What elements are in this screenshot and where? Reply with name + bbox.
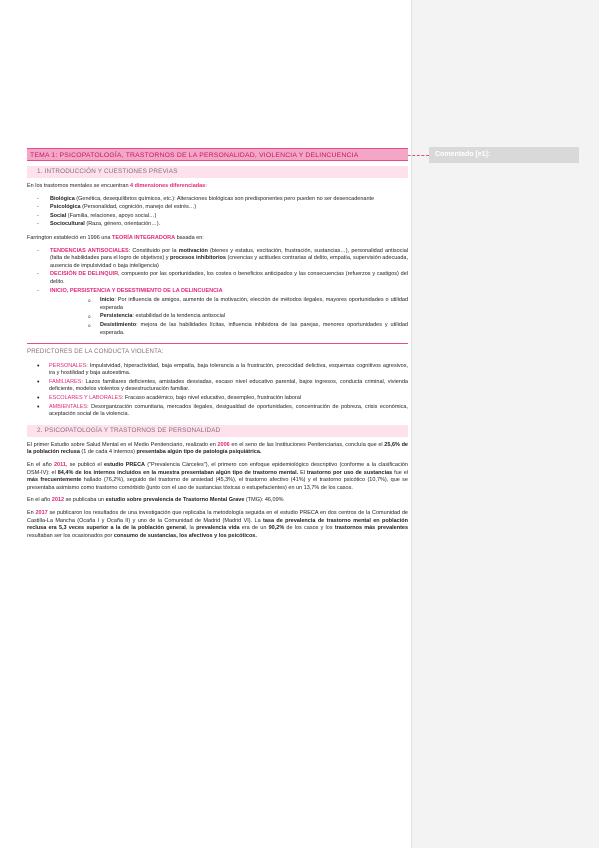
predictors-heading: PREDICTORES DE LA CONDUCTA VIOLENTA: — [27, 349, 164, 356]
predictors-list — [35, 363, 408, 419]
phases-list — [88, 297, 408, 337]
list-item: • FAMILIARES: Lazos familiares deficientes, amistades desviadas, escaso nivel educativo parental, bajos ingresos, conducta criminal, vivienda deficiente, modelos violentos y desestructuración familiar. — [35, 379, 408, 394]
paragraph-2006: El primer Estudio sobre Salud Mental en el Medio Penitenciario, realizado en 2006 en el seno de las Instituciones Penitenciarias, concluía que el 25,6% de la población reclusa (1 de cada 4 internos) presentaba algún tipo de patología psiquiátrica. — [27, 441, 408, 456]
section-heading-1: 1. INTRODUCCIÓN Y CUESTIONES PREVIAS — [27, 166, 408, 178]
comments-panel — [411, 0, 599, 848]
list-item: • ESCOLARES Y LABORALES: Fracaso académico, bajo nivel educativo, desempleo, frustración laboral — [35, 395, 408, 403]
list-item: - Psicológica (Personalidad, cognición, manejo del estrés…) — [37, 204, 408, 212]
comment-box[interactable]: Comentado [e1]: — [429, 147, 579, 163]
paragraph-2012: En el año 2012 se publicaba un estudio sobre prevalencia de Trastorno Mental Grave (TMG): 46,09% — [27, 497, 284, 504]
list-item: • AMBIENTALES: Desorganización comunitaria, mercados ilegales, desigualdad de oportunidades, concentración de pobreza, crisis económica, aceptación social de la violencia. — [35, 404, 408, 419]
list-item: o Persistencia: estabilidad de la tendencia antisocial — [88, 313, 408, 321]
list-item: - Biológica (Genética, desequilibrios químicos, etc.): Alteraciones biológicas son predisponentes pero pueden no ser desencadenante — [37, 196, 408, 204]
dimensions-list — [37, 196, 408, 229]
list-item: - TENDENCIAS ANTISOCIALES: Constituido por la motivación (bienes y estatus, excitación, frustración, sustancias…), personalidad antisocial (falta de habilidades para el logro de objetivos) y procesos inhibitorios (creencias y actitudes contrarias al delito, empatía, supervisión adecuada, ausencia de impulsividad o baja inteligencia) — [37, 248, 408, 271]
section-heading-2: 2. PSICOPATOLOGÍA Y TRASTORNOS DE PERSONALIDAD — [27, 425, 408, 437]
list-item: - DECISIÓN DE DELINQUIR, compuesto por las oportunidades, los costes o beneficios anticipados y las consecuencias (refuerzos y castigos) del delito. — [37, 271, 408, 286]
intro-paragraph: En los trastornos mentales se encuentran 4 dimensiones diferenciadas: — [27, 183, 207, 189]
chapter-title: TEMA 1: PSICOPATOLOGÍA, TRASTORNOS DE LA PERSONALIDAD, VIOLENCIA Y DELINCUENCIA — [27, 148, 408, 161]
paragraph-2011: En el año 2011, se publicó el estudio PRECA ("Prevalencia Cárceles"), el primero con enfoque epidemiológico descriptivo (conforme a la clasificación DSM-IV): el 84,4% de los internos incluidos en la muestra presentaban algún tipo de trastorno mental. El trastorno por uso de sustancias fue el más frecuentemente hallado (76,2%), seguido del trastorno de ansiedad (45,3%), el trastorno afectivo (41%) y el trastorno psicótico (10,7%), que se presentaba asimismo como trastorno comórbido (junto con el uso de sustancias tóxicas o estupefacientes) en un 13,7% de los casos. — [27, 462, 408, 491]
paragraph-2017: En 2017 se publicaron los resultados de una investigación que replicaba la metodología seguida en el estudio PRECA en dos centros de la Comunidad de Castilla-La Mancha (Ocaña I y Ocaña II) y uno de la Comunidad de Madrid (Madrid VI). La tasa de prevalencia de trastorno mental en población reclusa era 5,3 veces superior a la de la población general, la prevalencia vida era de un 90,2% de los casos y los trastornos más prevalentes resultaban ser los ocasionados por consumo de sustancias, los afectivos y los psicóticos. — [27, 510, 409, 539]
list-item: • PERSONALES: Impulsividad, hiperactividad, baja empatía, baja tolerancia a la frustración, precocidad delictiva, esquemas cognitivos agresivos, ira y hostilidad y baja autoestima. — [35, 363, 408, 378]
list-item: o Inicio: Por influencia de amigos, aumento de la motivación, elección de métodos ilegales, mayores oportunidades o utilidad esperada — [88, 297, 408, 312]
document-body — [27, 148, 408, 545]
list-item: - INICIO, PERSISTENCIA Y DESESTIMIENTO DE LA DELINCUENCIA o Inicio: Por influencia de amigos, aumento de la motivación, elección de métodos ilegales, mayores oportunidades o utilidad esperada o Persistencia: estabilidad de la tendencia antisocial o Desistimiento: mejora de las habilidades lícitas, influencia inhibidora de las parejas, menores oportunidades y utilidad esperada. — [37, 288, 408, 338]
list-item: - Sociocultural (Raza, género, orientación…). — [37, 221, 408, 229]
list-item: o Desistimiento: mejora de las habilidades lícitas, influencia inhibidora de las parejas, menores oportunidades y utilidad esperada. — [88, 322, 408, 337]
theory-list — [37, 248, 408, 338]
farrington-paragraph: Farrington estableció en 1996 una TEORÍA INTEGRADORA basada en: — [27, 234, 204, 241]
list-item: - Social (Familia, relaciones, apoyo social…) — [37, 213, 408, 221]
divider — [27, 343, 408, 344]
